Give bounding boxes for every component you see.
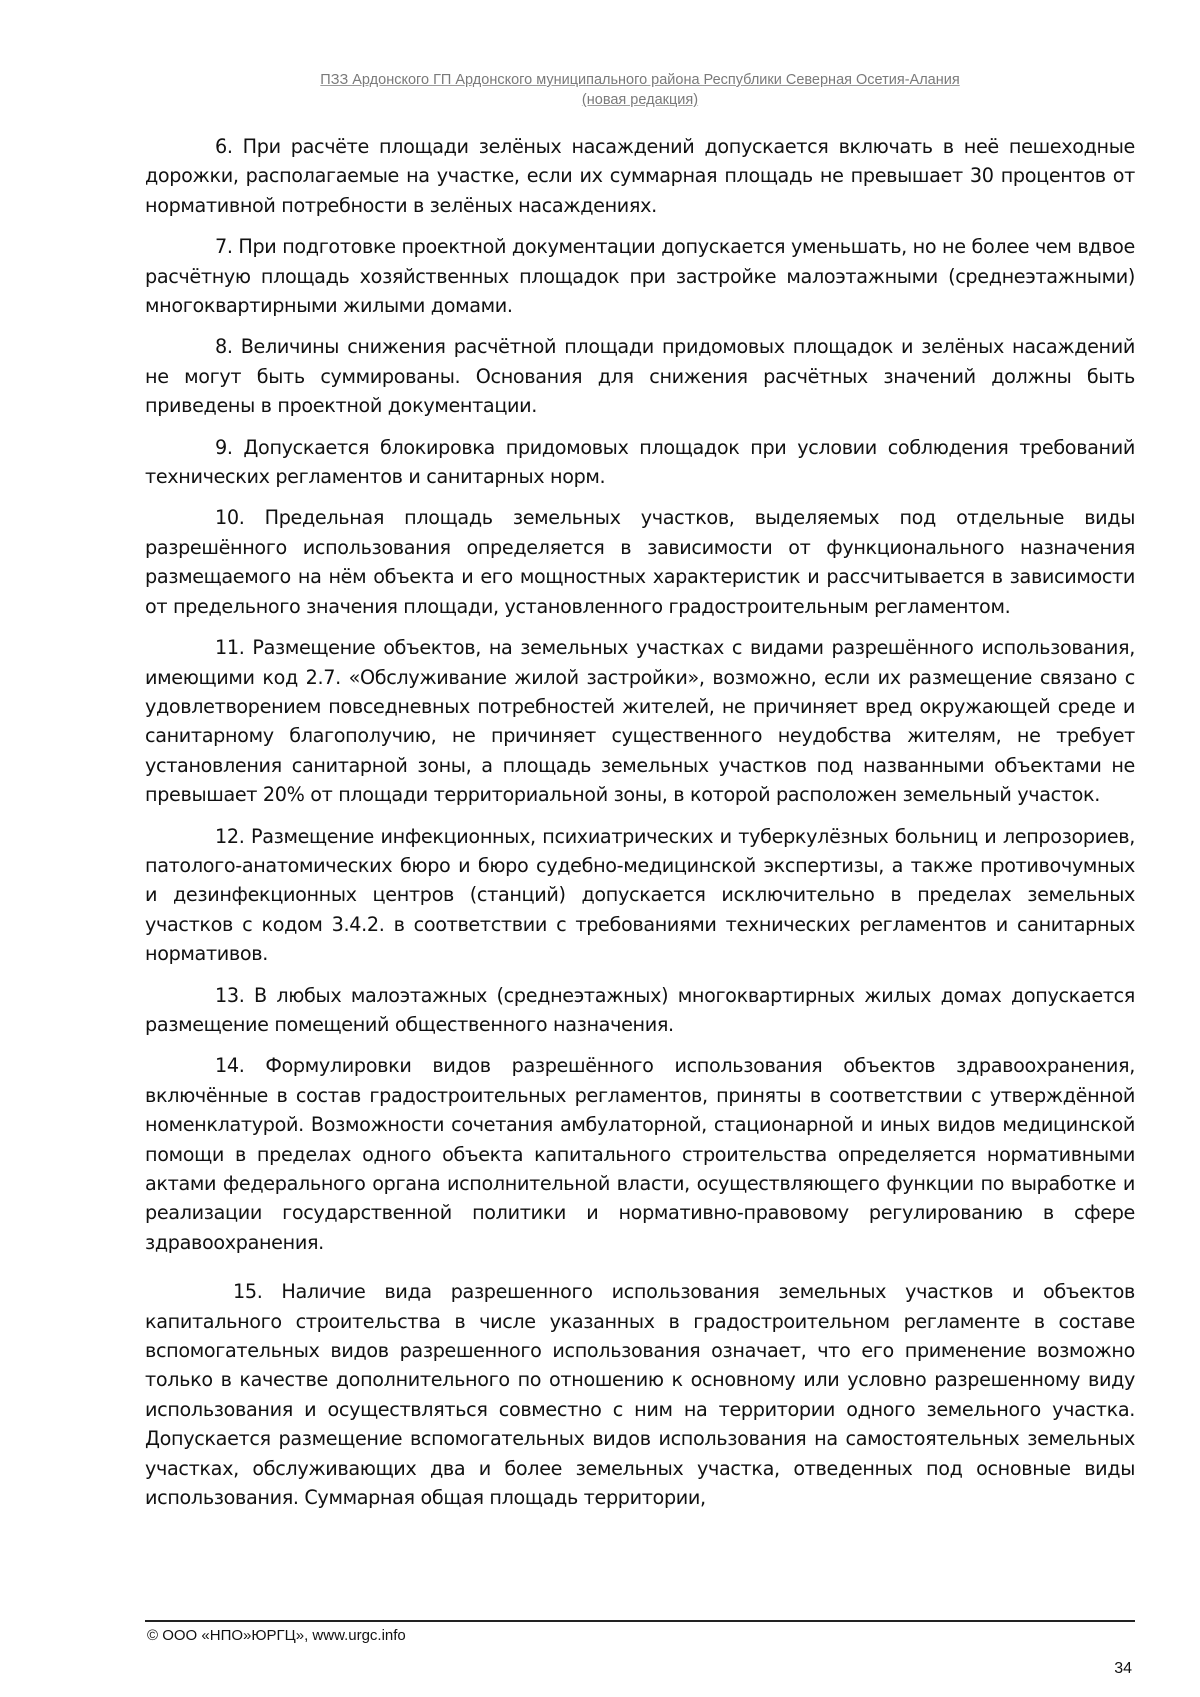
paragraph-14: 14. Формулировки видов разрешённого использования объектов здравоохранения, включённые в состав градостроительных регламентов, приняты в соответствии с утверждённой номенклатурой. Возможности сочетания амбулаторной, стационарной и иных видов медицинской помощи в пределах одного объекта капитального строительства определяется нормативными актами федерального органа исполнительной власти, осуществляющего функции по выработке и реализации государственной политики и нормативно-правовому регулированию в сфере здравоохранения. (145, 1054, 1135, 1254)
paragraph-7: 7. При подготовке проектной документации допускается уменьшать, но не более чем вдвое расчётную площадь хозяйственных площадок при застройке малоэтажными (среднеэтажными) многоквартирными жилыми домами. (145, 235, 1135, 318)
paragraph-8: 8. Величины снижения расчётной площади придомовых площадок и зелёных насаждений не могут быть суммированы. Основания для снижения расчётных значений должны быть приведены в проектной документации. (145, 335, 1135, 418)
paragraph-10: 10. Предельная площадь земельных участков, выделяемых под отдельные виды разрешённого использования определяется в зависимости от функционального назначения размещаемого на нём объекта и его мощностных характеристик и рассчитывается в зависимости от предельного значения площади, установленного градостроительным регламентом. (145, 506, 1135, 618)
paragraph-13: 13. В любых малоэтажных (среднеэтажных) многоквартирных жилых домах допускается размещение помещений общественного назначения. (145, 983, 1135, 1036)
paragraph-15: 15. Наличие вида разрешенного использования земельных участков и объектов капитального строительства в числе указанных в градостроительном регламенте в составе вспомогательных видов разрешенного использования означает, что его применение возможно только в качестве дополнительного по отношению к основному или условно разрешенному виду использования и осуществляться совместно с ним на территории одного земельного участка. Допускается размещение вспомогательных видов использования на самостоятельных земельных участках, обслуживающих два и более земельных участка, отведенных под основные виды использования. Суммарная общая площадь территории, (145, 1280, 1135, 1510)
document-body (145, 132, 1135, 1524)
header-title: ПЗЗ Ардонского ГП Ардонского муниципального района Республики Северная Осетия-Алания (320, 72, 960, 88)
footer-copyright: © ООО «НПО»ЮРГЦ», www.urgc.info (147, 1627, 406, 1644)
paragraph-12: 12. Размещение инфекционных, психиатрических и туберкулёзных больниц и лепрозориев, патолого-анатомических бюро и бюро судебно-медицинской экспертизы, а также противочумных и дезинфекционных центров (станций) допускается исключительно в пределах земельных участков с кодом 3.4.2. в соответствии с требованиями технических регламентов и санитарных нормативов. (145, 824, 1135, 966)
paragraph-6: 6. При расчёте площади зелёных насаждений допускается включать в неё пешеходные дорожки, располагаемые на участке, если их суммарная площадь не превышает 30 процентов от нормативной потребности в зелёных насаждениях. (145, 135, 1135, 217)
footer-divider (145, 1620, 1135, 1622)
header-subtitle: (новая редакция) (581, 92, 699, 108)
page-number: 34 (1114, 1660, 1132, 1677)
paragraph-9: 9. Допускается блокировка придомовых площадок при условии соблюдения требований технических регламентов и санитарных норм. (145, 435, 1135, 489)
running-header (145, 70, 1135, 110)
paragraph-11: 11. Размещение объектов, на земельных участках с видами разрешённого использования, имеющими код 2.7. «Обслуживание жилой застройки», возможно, если их размещение связано с удовлетворением повседневных потребностей жителей, не причиняет вред окружающей среде и санитарному благополучию, не причиняет существенного неудобства жителям, не требует установления санитарной зоны, а площадь земельных участков под названными объектами не превышает 20% от площади территориальной зоны, в которой расположен земельный участок. (145, 636, 1135, 807)
